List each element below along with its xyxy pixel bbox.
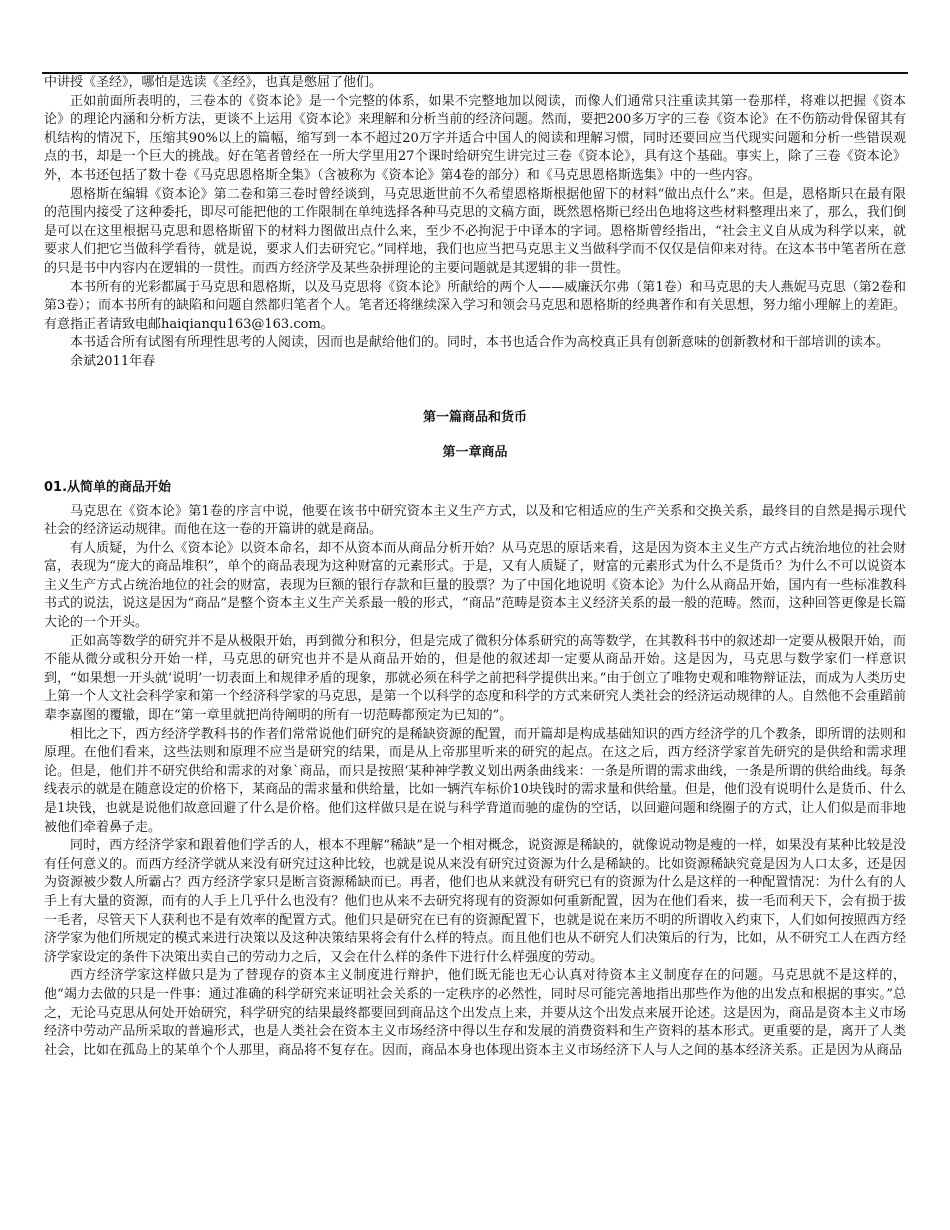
spacer <box>44 372 906 409</box>
preface-paragraph: 正如前面所表明的，三卷本的《资本论》是一个完整的体系，如果不完整地加以阅读，而像人们通常只注重读其第一卷那样，将难以把握《资本论》的理论内涵和分析方法，更谈不上运用《资本论》来理解和分析当前的经济问题。然而，要把200多万字的三卷《资本论》在不伤筋动骨保留其有机结构的情况下，压缩其90%以上的篇幅，缩写到一本不超过20万字并适合中国人的阅读和理解习惯，同时还要回应当代现实问题和分析一些错误观点的书，却是一个巨大的挑战。好在笔者曾经在一所大学里用27个课时给研究生讲完过三卷《资本论》，具有这个基础。事实上，除了三卷《资本论》外，本书还包括了数十卷《马克思恩格斯全集》（含被称为《资本论》第4卷的部分）和《马克思恩格斯选集》中的一些内容。 <box>44 93 906 183</box>
chapter-title: 第一章商品 <box>442 444 508 460</box>
body-paragraph: 有人质疑，为什么《资本论》以资本命名，却不从资本而从商品分析开始？从马克思的原话来看，这是因为资本主义生产方式占统治地位的社会财富，表现为“庞大的商品堆积”，单个的商品表现为这种财富的元素形式。于是，又有人质疑了，财富的元素形式为什么不是货币？为什么不可以说资本主义生产方式占统治地位的社会的财富，表现为巨额的银行存款和巨量的股票？为了中国化地说明《资本论》为什么从商品开始，国内有一些标准教科书式的说法，说这是因为“商品”是整个资本主义生产关系最一般的形式，“商品”范畴是资本主义经济关系的最一般的范畴。然而，这种回答更像是长篇大论的一个开头。 <box>44 540 906 631</box>
preface-paragraph: 本书适合所有试图有所理性思考的人阅读，因而也是献给他们的。同时，本书也适合作为高校真正具有创新意味的创新教材和干部培训的读本。 <box>70 335 890 351</box>
section-title: 01.从简单的商品开始 <box>44 479 172 495</box>
preface-paragraph: 本书所有的光彩都属于马克思和恩格斯，以及马克思将《资本论》所献给的两个人——威廉沃尔弗（第1卷）和马克思的夫人燕妮马克思（第2卷和第3卷）；而本书所有的缺陷和问题自然都归笔者个人。笔者还将继续深入学习和领会马克思和恩格斯的经典著作和有关思想，努力缩小理解上的差距。有意指正者请致电邮haiqianqu163@163.com。 <box>44 279 906 332</box>
body-paragraph: 正如高等数学的研究并不是从极限开始，再到微分和积分，但是完成了微积分体系研究的高等数学，在其教科书中的叙述却一定要从极限开始，而不能从微分或积分开始一样，马克思的研究也并不是从商品开始的，但是他的叙述却一定要从商品开始。这是因为，马克思与数学家们一样意识到，“如果想一开头就‘说明’一切表面上和规律矛盾的现象，那就必须在科学之前把科学提供出来。”由于创立了唯物史观和唯物辩证法，而成为人类历史上第一个人文社会科学家和第一个经济科学家的马克思，是第一个以科学的态度和科学的方式来研究人类社会的经济运动规律的人。自然他不会重蹈前辈李嘉图的覆辙，即在“第一章里就把尚待阐明的所有一切范畴都预定为已知的”。 <box>44 633 906 724</box>
preface-signature: 余斌2011年春 <box>70 353 156 369</box>
body-paragraph: 马克思在《资本论》第1卷的序言中说，他要在该书中研究资本主义生产方式，以及和它相适应的生产关系和交换关系，最终目的自然是揭示现代社会的经济运动规律。而他在这一卷的开篇讲的就是商品。 <box>44 503 906 538</box>
body-paragraph: 相比之下，西方经济学教科书的作者们常常说他们研究的是稀缺资源的配置，而开篇却是构成基础知识的西方经济学的几个教条，即所谓的法则和原理。在他们看来，这些法则和原理不应当是研究的结果，而是从上帝那里听来的研究的起点。在这之后，西方经济学家首先研究的是供给和需求理论。但是，他们并不研究供给和需求的对象`商品，而只是按照‘某种神学教义划出两条曲线来：一条是所谓的需求曲线，一条是所谓的供给曲线。每条线表示的就是在随意设定的价格下，某商品的需求量和供给量，比如一辆汽车标价10块钱时的需求量和供给量。但是，他们没有说明什么是货币、什么是1块钱，也就是说他们故意回避了什么是价格。他们这样做只是在说与科学背道而驰的虚伪的空话，以回避问题和绕圈子的方式，让人们似是而非地被他们牵着鼻子走。 <box>44 726 906 835</box>
preface-continuation: 中讲授《圣经》，哪怕是选读《圣经》，也真是憋屈了他们。 <box>44 75 383 90</box>
part-title: 第一篇商品和货币 <box>422 409 527 425</box>
body-paragraph: 西方经济学家这样做只是为了替现存的资本主义制度进行辩护，他们既无能也无心认真对待资本主义制度存在的问题。马克思就不是这样的，他“竭力去做的只是一件事：通过准确的科学研究来证明社会关系的一定秩序的必然性，同时尽可能完善地指出那些作为他的出发点和根据的事实。”总之，无论马克思从何处开始研究，科学研究的结果最终都要回到商品这个出发点上来，并要从这个出发点来展开论述。这是因为，商品是资本主义市场经济中劳动产品所采取的普遍形式，也是人类社会在资本主义市场经济中得以生存和发展的消费资料和生产资料的基本形式。更重要的是，离开了人类社会，比如在孤岛上的某单个个人那里，商品将不复存在。因而，商品本身也体现出资本主义市场经济下人与人之间的基本经济关系。正是因为从商品 <box>44 968 906 1058</box>
preface-paragraph: 恩格斯在编辑《资本论》第二卷和第三卷时曾经谈到，马克思逝世前不久希望恩格斯根据他留下的材料“做出点什么”来。但是，恩格斯只在最有限的范围内接受了这种委托，即尽可能把他的工作限制在单纯选择各种马克思的文稿方面，既然恩格斯已经出色地将这些材料整理出来了，那么，我们倒是可以在这里根据马克思和恩格斯留下的材料力图做出点什么来，至少不必拘泥于中译本的字词。恩格斯曾经指出，“社会主义自从成为科学以来，就要求人们把它当做科学看待，就是说，要求人们去研究它。”同样地，我们也应当把马克思主义当做科学而不仅仅是信仰来对待。在这本书中笔者所在意的只是书中内容内在逻辑的一贯性。而西方经济学及某些杂拼理论的主要问题就是其逻辑的非一贯性。 <box>44 186 906 276</box>
page-content <box>44 74 906 1060</box>
body-paragraph: 同时，西方经济学家和跟着他们学舌的人，根本不理解“稀缺”是一个相对概念，说资源是稀缺的，就像说动物是瘦的一样，如果没有某种比较是没有任何意义的。而西方经济学就从来没有研究过这种比较，也就是说从来没有研究过资源为什么是稀缺的。比如资源稀缺究竟是因为人口太多，还是因为资源被少数人所霸占？西方经济学家只是断言资源稀缺而已。再者，他们也从来就没有研究已有的资源为什么是这样的一种配置情况：为什么有的人手上有大量的资源，而有的人手上几乎什么也没有？他们也从来不去研究将现有的资源如何重新配置，因为在他们看来，拔一毛而利天下，会有损于拔一毛者，尽管天下人获利也不是有效率的配置方式。他们只是研究在已有的资源配置下，也就是说在来历不明的所谓收入约束下，人们如何按照西方经济学家为他们所规定的模式来进行决策以及这种决策结果将会有什么样的特点。而且他们也从不研究人们决策后的行为，比如，从不研究工人在西方经济学家设定的条件下决策出卖自己的劳动力之后，又会在什么样的条件下进行什么样强度的劳动。 <box>44 838 906 965</box>
